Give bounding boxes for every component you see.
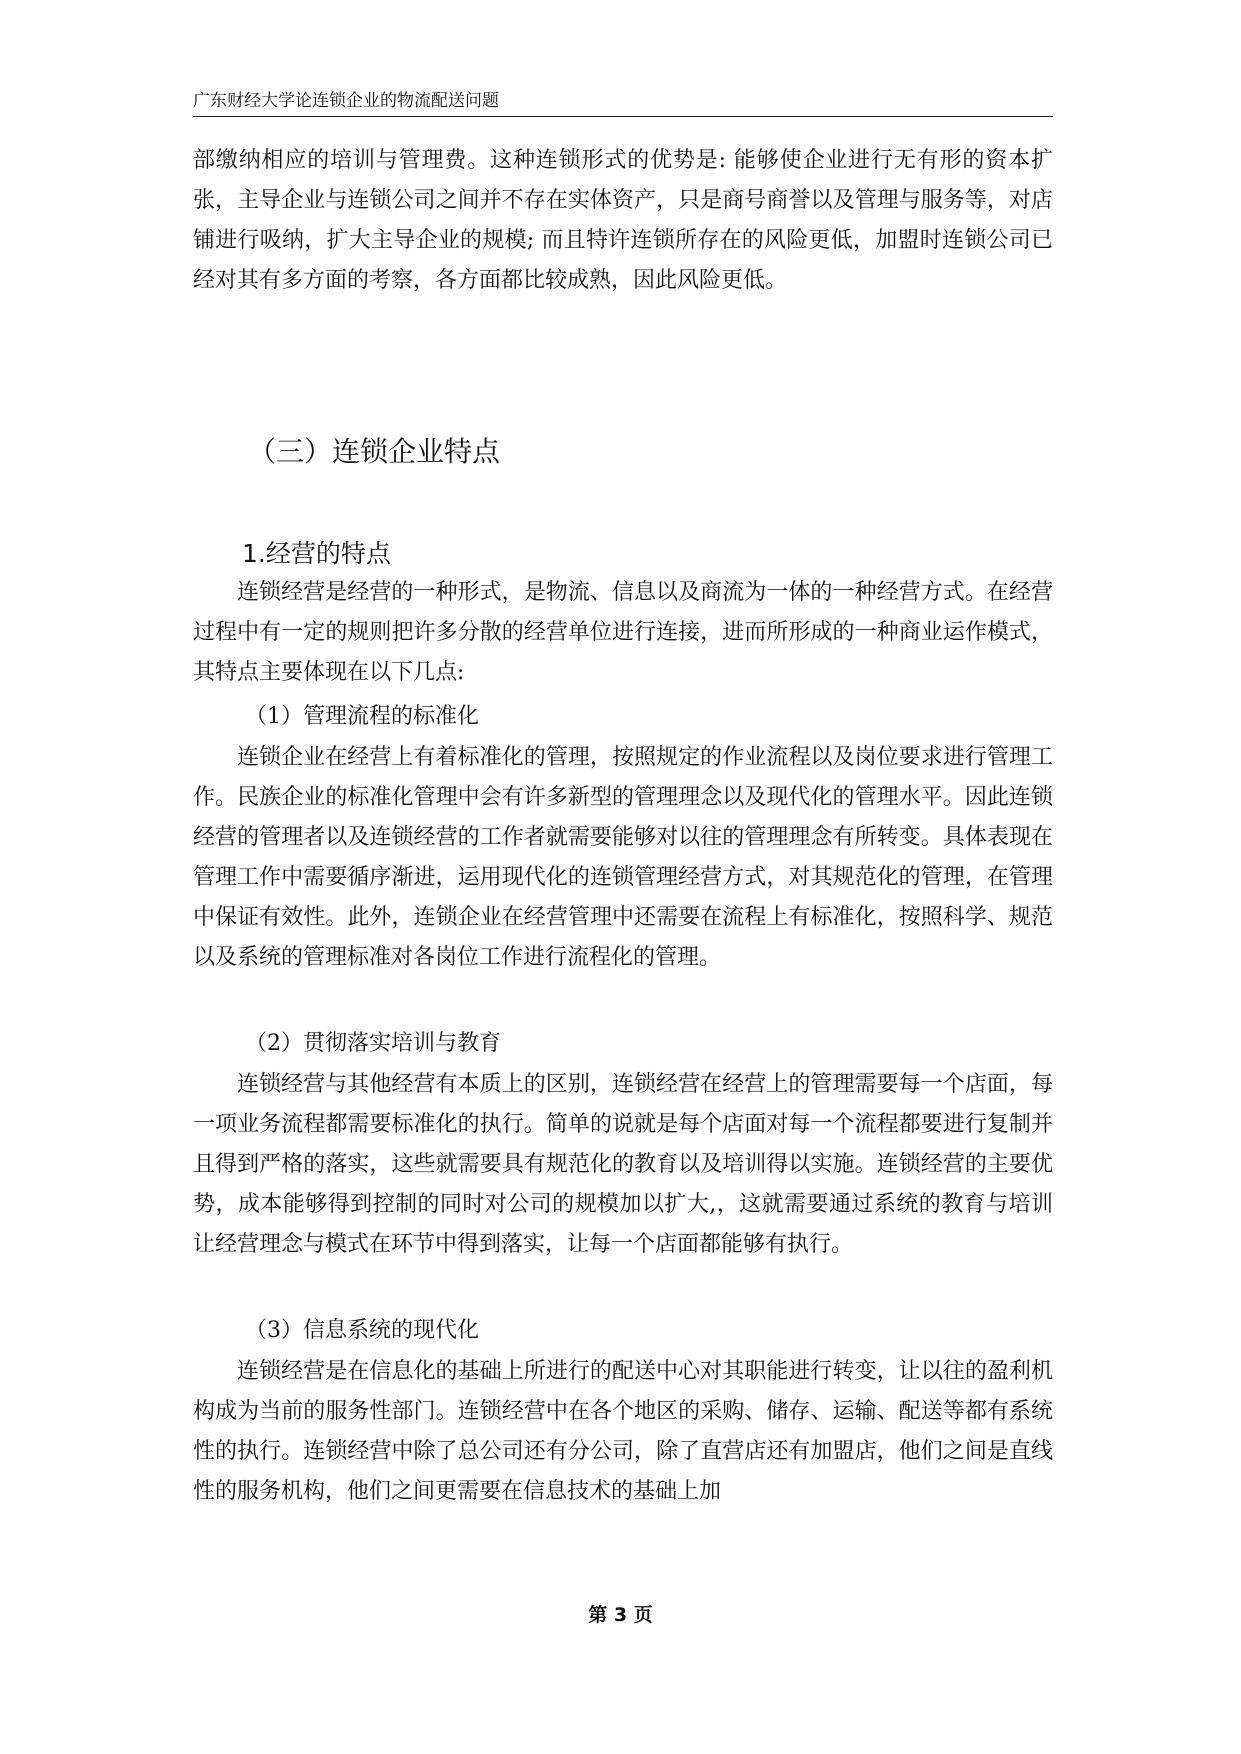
section-heading: （三）连锁企业特点: [248, 435, 501, 468]
paragraph-standardization: 连锁企业在经营上有着标准化的管理，按照规定的作业流程以及岗位要求进行管理工作。民族企业的标准化管理中会有许多新型的管理理念以及现代化的管理水平。因此连锁经营的管理者以及连锁经营的工作者就需要能够对以往的管理理念有所转变。具体表现在管理工作中需要循序渐进，运用现代化的连锁管理经营方式，对其规范化的管理，在管理中保证有效性。此外，连锁企业在经营管理中还需要在流程上有标准化，按照科学、规范以及系统的管理标准对各岗位工作进行流程化的管理。: [193, 745, 1053, 970]
paragraph-operation-intro: 连锁经营是经营的一种形式，是物流、信息以及商流为一体的一种经营方式。在经营过程中有一定的规则把许多分散的经营单位进行连接，进而所形成的一种商业运作模式，其特点主要体现在以下几点:: [193, 580, 1053, 685]
sub-heading-operation-features: 1.经营的特点: [242, 539, 391, 568]
item-heading-training: （2）贯彻落实培训与教育: [245, 1031, 501, 1056]
paragraph-franchise-advantages: 部缴纳相应的培训与管理费。这种连锁形式的优势是: 能够使企业进行无有形的资本扩张，主导企业与连锁公司之间并不存在实体资产，只是商号商誉以及管理与服务等，对店铺进行吸纳，扩大主导企业的规模; 而且特许连锁所存在的风险更低，加盟时连锁公司已经对其有多方面的考察，各方面都比较成熟，因此风险更低。: [193, 148, 1053, 293]
paragraph-training: 连锁经营与其他经营有本质上的区别，连锁经营在经营上的管理需要每一个店面，每一项业务流程都需要标准化的执行。简单的说就是每个店面对每一个流程都要进行复制并且得到严格的落实，这些就需要具有规范化的教育以及培训得以实施。连锁经营的主要优势，成本能够得到控制的同时对公司的规模加以扩大,，这就需要通过系统的教育与培训让经营理念与模式在环节中得到落实，让每一个店面都能够有执行。: [193, 1072, 1053, 1257]
page-number: 第 3 页: [588, 1604, 653, 1626]
item-heading-information-system: （3）信息系统的现代化: [245, 1318, 479, 1343]
paragraph-information-system: 连锁经营是在信息化的基础上所进行的配送中心对其职能进行转变，让以往的盈利机构成为当前的服务性部门。连锁经营中在各个地区的采购、储存、运输、配送等都有系统性的执行。连锁经营中除了总公司还有分公司，除了直营店还有加盟店，他们之间是直线性的服务机构，他们之间更需要在信息技术的基础上加: [193, 1359, 1053, 1504]
item-heading-standardization: （1）管理流程的标准化: [245, 704, 479, 729]
running-header: 广东财经大学论连锁企业的物流配送问题: [193, 89, 1053, 117]
